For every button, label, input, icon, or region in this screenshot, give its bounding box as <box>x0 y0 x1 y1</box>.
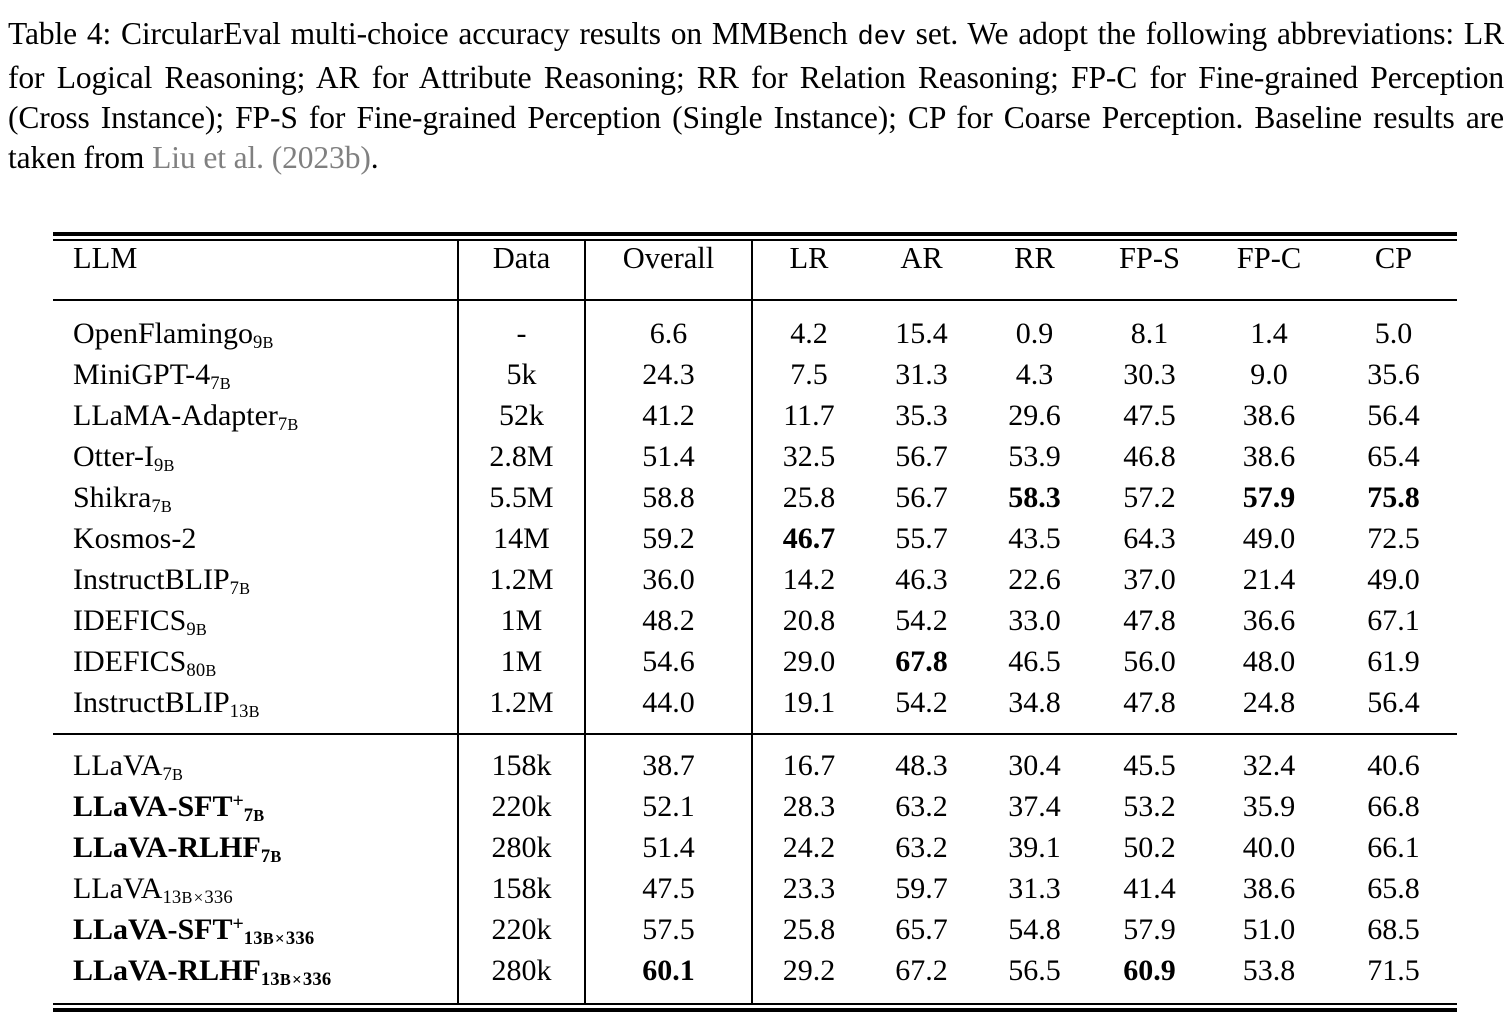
table-row <box>53 313 1457 354</box>
table-row <box>53 477 1457 518</box>
model-name-superscript: + <box>232 789 244 812</box>
column-header-data: Data <box>458 241 585 299</box>
cell-ar: 54.2 <box>895 685 948 719</box>
table-bottom-rule-inner <box>53 1008 1457 1012</box>
table-row <box>53 436 1457 477</box>
cell-fpc: 53.8 <box>1242 953 1296 987</box>
cell-data: 14M <box>458 518 585 559</box>
cell-fps: 57.9 <box>1123 912 1176 946</box>
cell-lr: 16.7 <box>752 745 865 786</box>
cell-fpc: 38.6 <box>1242 439 1296 473</box>
table-row <box>53 786 1457 827</box>
cell-cp: 49.0 <box>1367 562 1420 596</box>
cell-cp: 61.9 <box>1367 644 1420 678</box>
cell-fps: 47.5 <box>1123 398 1176 432</box>
cell-lr: 4.2 <box>752 313 865 354</box>
model-name-subscript: 13B×336 <box>243 928 315 950</box>
cell-rr: 33.0 <box>1008 603 1061 637</box>
model-name-subscript: 7B <box>229 578 251 600</box>
cell-fps: 53.2 <box>1123 789 1176 823</box>
cell-rr: 53.9 <box>1008 439 1061 473</box>
cell-data: 158k <box>458 745 585 786</box>
cell-overall: 51.4 <box>585 436 752 477</box>
cell-data: 2.8M <box>458 436 585 477</box>
cell-lr: 29.0 <box>752 641 865 682</box>
table-row <box>53 559 1457 600</box>
model-name: Shikra$_{7B}$ <box>73 480 172 518</box>
cell-data: 5.5M <box>458 477 585 518</box>
cell-fps: 30.3 <box>1123 357 1176 391</box>
cell-fps: 8.1 <box>1130 316 1169 350</box>
caption-mid: set. We adopt the following abbreviations: LR for Logical Reasoning; AR for Attribute Reasoning; RR for Relation Reasoning; FP-C for Fine-grained Perception (Cross Instance); FP-S for Fine-grained Perception (Single Instance); CP for Coarse Perception. Baseline results are taken from <box>8 16 1504 175</box>
cell-data: 5k <box>458 354 585 395</box>
table-bottom-rule <box>53 1003 1457 1005</box>
cell-data: 1M <box>458 641 585 682</box>
table-row <box>53 354 1457 395</box>
table-row <box>53 827 1457 868</box>
cell-rr: 46.5 <box>1008 644 1061 678</box>
cell-overall: 57.5 <box>585 909 752 950</box>
cell-fpc: 48.0 <box>1242 644 1296 678</box>
cell-data: 280k <box>458 827 585 868</box>
model-name: $IDEFICS_{9B}$ <box>73 603 207 641</box>
table-row <box>53 950 1457 991</box>
column-header-fps: FP-S <box>1118 241 1181 275</box>
cell-fpc: 40.0 <box>1242 830 1296 864</box>
caption-suffix: . <box>370 140 379 175</box>
cell-fpc: 38.6 <box>1242 871 1296 905</box>
cell-overall: 36.0 <box>585 559 752 600</box>
cell-ar: 67.8 <box>895 644 948 678</box>
cell-overall: 41.2 <box>585 395 752 436</box>
caption-mono-dev: dev <box>857 23 906 53</box>
model-name: MiniGPT-$4_{7B}$ <box>73 357 231 395</box>
cell-lr: 23.3 <box>752 868 865 909</box>
model-name: LLaVA$_{7B}$ <box>73 748 184 786</box>
cell-ar: 63.2 <box>895 830 948 864</box>
cell-fps: 41.4 <box>1123 871 1176 905</box>
model-name: OpenFlamingo$_{9B}$ <box>73 316 274 354</box>
cell-data: - <box>458 313 585 354</box>
table-row <box>53 395 1457 436</box>
cell-rr: 4.3 <box>1015 357 1054 391</box>
cell-fpc: 36.6 <box>1242 603 1296 637</box>
cell-rr: 29.6 <box>1008 398 1061 432</box>
cell-fps: 47.8 <box>1123 603 1176 637</box>
cell-lr: 25.8 <box>752 909 865 950</box>
cell-model-name <box>53 518 458 559</box>
cell-model-name <box>53 827 458 868</box>
model-name-subscript: 7B <box>210 373 231 395</box>
cell-cp: 75.8 <box>1367 480 1420 514</box>
cell-cp: 56.4 <box>1367 398 1420 432</box>
model-name: InstructBLIP$_{13B}$ <box>73 685 260 723</box>
cell-data: 1M <box>458 600 585 641</box>
cell-fps: 57.2 <box>1123 480 1176 514</box>
cell-ar: 46.3 <box>895 562 948 596</box>
model-name-subscript: 7B <box>260 846 282 868</box>
cell-cp: 65.4 <box>1367 439 1420 473</box>
cell-model-name <box>53 559 458 600</box>
cell-rr: 58.3 <box>1008 480 1061 514</box>
cell-ar: 59.7 <box>895 871 948 905</box>
model-name-subscript: 13B <box>229 701 260 723</box>
table-header-row <box>53 241 1457 299</box>
cell-fpc: 21.4 <box>1242 562 1296 596</box>
cell-ar: 55.7 <box>895 521 948 555</box>
cell-rr: 31.3 <box>1008 871 1061 905</box>
cell-rr: 56.5 <box>1008 953 1061 987</box>
cell-overall: 52.1 <box>585 786 752 827</box>
cell-data: 220k <box>458 786 585 827</box>
cell-lr: 11.7 <box>752 395 865 436</box>
model-name: Otter-$I_{9B}$ <box>73 439 175 477</box>
column-header-ar: AR <box>900 241 943 275</box>
cell-data: 52k <box>458 395 585 436</box>
cell-ar: 56.7 <box>895 480 948 514</box>
table-grid <box>53 241 1457 299</box>
cell-rr: 43.5 <box>1008 521 1061 555</box>
cell-ar: 35.3 <box>895 398 948 432</box>
cell-overall: 48.2 <box>585 600 752 641</box>
cell-ar: 67.2 <box>895 953 948 987</box>
cell-cp: 65.8 <box>1367 871 1420 905</box>
model-name-subscript: 13B×336 <box>260 969 332 991</box>
cell-overall: 60.1 <box>585 950 752 991</box>
model-name: LLaVA-$RLHF_{7B}$ <box>73 830 282 868</box>
cell-model-name <box>53 745 458 786</box>
results-table <box>53 232 1457 1012</box>
cell-ar: 63.2 <box>895 789 948 823</box>
cell-cp: 66.1 <box>1367 830 1420 864</box>
cell-model-name <box>53 477 458 518</box>
table-row <box>53 600 1457 641</box>
model-name-subscript: 9B <box>154 455 175 477</box>
cell-lr: 7.5 <box>752 354 865 395</box>
cell-cp: 71.5 <box>1367 953 1420 987</box>
table-body-block-2 <box>53 735 1457 1003</box>
cell-rr: 0.9 <box>1015 316 1054 350</box>
cell-overall: 47.5 <box>585 868 752 909</box>
column-header-overall: Overall <box>585 241 752 299</box>
caption-prefix: Table 4: CircularEval multi-choice accuracy results on MMBench <box>8 16 858 51</box>
cell-data: 1.2M <box>458 682 585 723</box>
cell-data: 1.2M <box>458 559 585 600</box>
cell-lr: 20.8 <box>752 600 865 641</box>
table-caption <box>8 14 1504 178</box>
cell-lr: 29.2 <box>752 950 865 991</box>
cell-cp: 5.0 <box>1374 316 1413 350</box>
model-name-subscript: 9B <box>186 619 207 641</box>
cell-fps: 60.9 <box>1123 953 1176 987</box>
cell-rr: 30.4 <box>1008 748 1061 782</box>
column-header-cp: CP <box>1374 241 1413 275</box>
model-name-subscript: 9B <box>253 332 274 354</box>
cell-overall: 54.6 <box>585 641 752 682</box>
model-name-subscript: 7B <box>277 414 299 436</box>
cell-model-name <box>53 600 458 641</box>
column-header-lr: LR <box>752 241 865 299</box>
cell-ar: 56.7 <box>895 439 948 473</box>
cell-fpc: 32.4 <box>1242 748 1296 782</box>
cell-lr: 46.7 <box>752 518 865 559</box>
cell-cp: 67.1 <box>1367 603 1420 637</box>
model-name-subscript: 13B×336 <box>162 887 233 909</box>
model-name: LLaVA-$RLHF_{13B\times 336}$ <box>73 953 332 991</box>
cell-fpc: 24.8 <box>1242 685 1296 719</box>
cell-model-name <box>53 354 458 395</box>
cell-model-name <box>53 641 458 682</box>
cell-ar: 54.2 <box>895 603 948 637</box>
cell-fpc: 57.9 <box>1242 480 1296 514</box>
cell-ar: 15.4 <box>895 316 948 350</box>
cell-fpc: 35.9 <box>1242 789 1296 823</box>
model-name-subscript: 7B <box>151 496 172 518</box>
cell-lr: 28.3 <box>752 786 865 827</box>
table-row <box>53 868 1457 909</box>
cell-cp: 40.6 <box>1367 748 1420 782</box>
cell-lr: 32.5 <box>752 436 865 477</box>
cell-rr: 54.8 <box>1008 912 1061 946</box>
table-row <box>53 518 1457 559</box>
model-name-superscript: + <box>232 912 244 935</box>
cell-rr: 34.8 <box>1008 685 1061 719</box>
cell-fpc: 9.0 <box>1250 357 1288 391</box>
cell-fps: 46.8 <box>1123 439 1176 473</box>
cell-rr: 39.1 <box>1008 830 1061 864</box>
cell-cp: 66.8 <box>1367 789 1420 823</box>
table-row <box>53 682 1457 723</box>
cell-rr: 22.6 <box>1008 562 1061 596</box>
cell-fps: 45.5 <box>1123 748 1176 782</box>
cell-overall: 59.2 <box>585 518 752 559</box>
table-row <box>53 745 1457 786</box>
cell-overall: 38.7 <box>585 745 752 786</box>
cell-fpc: 51.0 <box>1242 912 1296 946</box>
model-name: LLaVA-$SFT^+_{13B\times 336}$ <box>73 912 315 950</box>
model-name: Kosmos-2 <box>73 521 197 555</box>
table-row <box>53 641 1457 682</box>
cell-model-name <box>53 313 458 354</box>
table-body-block-1 <box>53 301 1457 733</box>
cell-overall: 6.6 <box>585 313 752 354</box>
cell-fpc: 38.6 <box>1242 398 1296 432</box>
cell-fps: 47.8 <box>1123 685 1176 719</box>
cell-lr: 14.2 <box>752 559 865 600</box>
cell-cp: 68.5 <box>1367 912 1420 946</box>
column-header-fpc: FP-C <box>1236 241 1302 275</box>
cell-model-name <box>53 682 458 723</box>
cell-model-name <box>53 950 458 991</box>
model-name: LLaVA-$SFT^+_{7B}$ <box>73 789 265 827</box>
cell-data: 220k <box>458 909 585 950</box>
cell-cp: 56.4 <box>1367 685 1420 719</box>
column-header-rr: RR <box>1014 241 1055 275</box>
caption-citation-link[interactable]: Liu et al. (2023b) <box>152 140 371 175</box>
cell-lr: 24.2 <box>752 827 865 868</box>
cell-ar: 31.3 <box>895 357 948 391</box>
cell-overall: 44.0 <box>585 682 752 723</box>
cell-ar: 48.3 <box>895 748 948 782</box>
cell-lr: 25.8 <box>752 477 865 518</box>
model-name: LLaMA-Adapter$_{7B}$ <box>73 398 299 436</box>
cell-fpc: 1.4 <box>1250 316 1288 350</box>
model-name-subscript: 80B <box>186 660 217 682</box>
cell-cp: 35.6 <box>1367 357 1420 391</box>
model-name-subscript: 7B <box>162 764 184 786</box>
cell-ar: 65.7 <box>895 912 948 946</box>
cell-fps: 56.0 <box>1123 644 1176 678</box>
cell-model-name <box>53 786 458 827</box>
cell-rr: 37.4 <box>1008 789 1061 823</box>
cell-model-name <box>53 395 458 436</box>
cell-fpc: 49.0 <box>1242 521 1296 555</box>
table-top-rule <box>53 232 1457 236</box>
cell-data: 158k <box>458 868 585 909</box>
cell-model-name <box>53 909 458 950</box>
cell-overall: 24.3 <box>585 354 752 395</box>
cell-model-name <box>53 868 458 909</box>
column-header-llm: LLM <box>73 241 138 275</box>
model-name: InstructBLIP$_{7B}$ <box>73 562 251 600</box>
table-row <box>53 909 1457 950</box>
cell-fps: 37.0 <box>1123 562 1176 596</box>
model-name: $IDEFICS_{80B}$ <box>73 644 217 682</box>
model-name: LLaVA$_{13B\times 336}$ <box>73 871 233 909</box>
cell-model-name <box>53 436 458 477</box>
cell-fps: 64.3 <box>1123 521 1176 555</box>
cell-overall: 51.4 <box>585 827 752 868</box>
cell-lr: 19.1 <box>752 682 865 723</box>
cell-cp: 72.5 <box>1367 521 1420 555</box>
model-name-subscript: 7B <box>243 805 265 827</box>
cell-data: 280k <box>458 950 585 991</box>
cell-fps: 50.2 <box>1123 830 1176 864</box>
cell-overall: 58.8 <box>585 477 752 518</box>
